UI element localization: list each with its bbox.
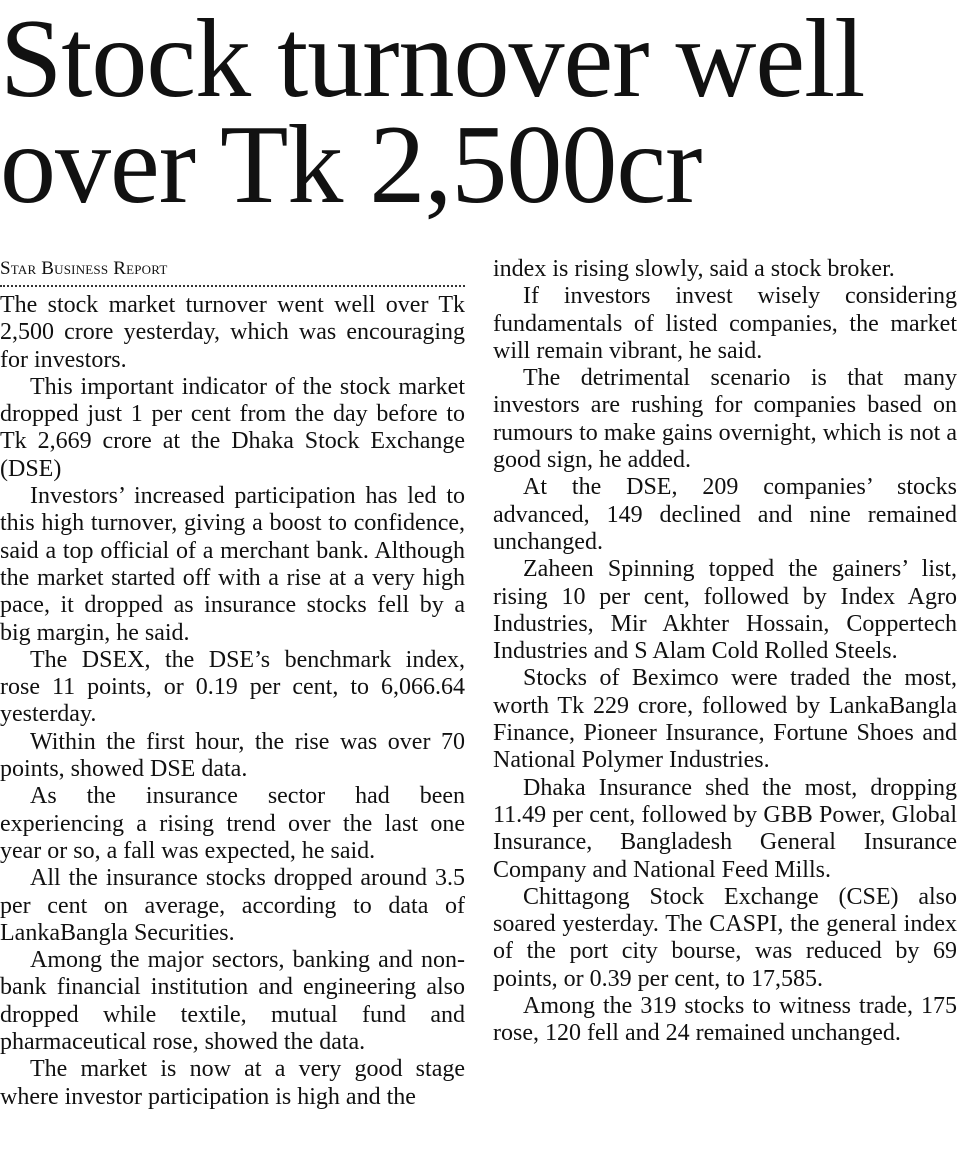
headline-line-1: Stock turnover well [0,0,865,121]
byline: Star Business Report [0,256,465,287]
paragraph: The stock market turnover went well over Tk 2,500 crore yesterday, which was encouraging for investors. [0,292,465,373]
headline [0,0,957,227]
paragraph: Zaheen Spinning topped the gainers’ list, rising 10 per cent, followed by Index Agro Industries, Mir Akhter Hossain, Coppertech Industries and S Alam Cold Rolled Steels. [493,556,957,665]
paragraph: Dhaka Insurance shed the most, dropping 11.49 per cent, followed by GBB Power, Global Insurance, Bangladesh General Insurance Company and National Feed Mills. [493,774,957,883]
paragraph: If investors invest wisely considering fundamentals of listed companies, the market will remain vibrant, he said. [493,283,957,364]
paragraph: This important indicator of the stock market dropped just 1 per cent from the day before to Tk 2,669 crore at the Dhaka Stock Exchange (DSE) [0,373,465,482]
paragraph: Within the first hour, the rise was over 70 points, showed DSE data. [0,728,465,783]
paragraph: Chittagong Stock Exchange (CSE) also soared yesterday. The CASPI, the general index of the port city bourse, was reduced by 69 points, or 0.39 per cent, to 17,585. [493,883,957,992]
paragraph: Among the major sectors, banking and non-bank financial institution and engineering also dropped while textile, mutual fund and pharmaceutical rose, showed the data. [0,947,465,1056]
paragraph: The detrimental scenario is that many investors are rushing for companies based on rumours to make gains overnight, which is not a good sign, he added. [493,365,957,474]
paragraph: The market is now at a very good stage where investor participation is high and the [0,1056,465,1110]
paragraph: Investors’ increased participation has led to this high turnover, giving a boost to confidence, said a top official of a merchant bank. Although the market started off with a rise at a very high pace, it dropped as insurance stocks fell by a big margin, he said. [0,483,465,646]
paragraph: Stocks of Beximco were traded the most, worth Tk 229 crore, followed by LankaBangla Finance, Pioneer Insurance, Fortune Shoes and National Polymer Industries. [493,665,957,774]
right-column [493,256,957,1048]
paragraph: As the insurance sector had been experiencing a rising trend over the last one year or so, a fall was expected, he said. [0,783,465,864]
paragraph: At the DSE, 209 companies’ stocks advanced, 149 declined and nine remained unchanged. [493,474,957,555]
paragraph: The DSEX, the DSE’s benchmark index, rose 11 points, or 0.19 per cent, to 6,066.64 yesterday. [0,646,465,728]
headline-line-2: over Tk 2,500cr [0,103,702,227]
paragraph: Among the 319 stocks to witness trade, 175 rose, 120 fell and 24 remained unchanged. [493,993,957,1047]
paragraph: All the insurance stocks dropped around 3.5 per cent on average, according to data of LankaBangla Securities. [0,865,465,946]
paragraph-continued: index is rising slowly, said a stock broker. [493,256,895,282]
left-column [0,256,465,1111]
